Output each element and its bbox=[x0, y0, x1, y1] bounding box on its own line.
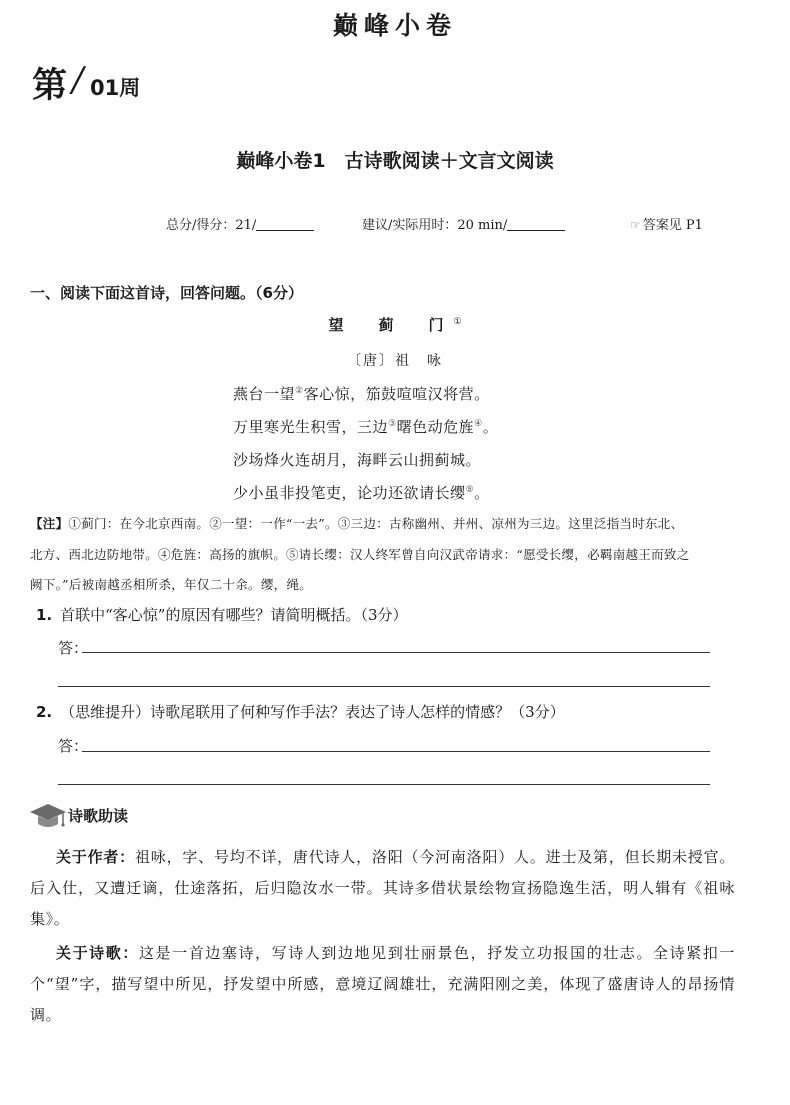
poem-line-text: 沙场烽火连胡月，海畔云山拥蓟城。 bbox=[233, 451, 482, 469]
poem-author: 〔唐〕祖 咏 bbox=[347, 353, 443, 369]
answer-label: 答： bbox=[58, 737, 89, 755]
poem-line bbox=[233, 383, 490, 404]
poem-line bbox=[233, 416, 498, 437]
score-label: 总分/得分：21/ bbox=[166, 218, 257, 233]
week-number: 01周 bbox=[90, 76, 141, 100]
answer-line[interactable] bbox=[58, 784, 710, 785]
week-prefix: 第 bbox=[32, 66, 68, 106]
about-author-text: 祖咏，字、号均不详，唐代诗人，洛阳（今河南洛阳）人。进士及第，但长期未授官。后入仕，又遭迁谪，仕途落拓，后归隐汝水一带。其诗多借状景绘物宣扬隐逸生活，明人辑有《祖咏集》。 bbox=[30, 848, 735, 928]
note-text: ①蓟门：在今北京西南。②一望：一作“一去”。③三边：古称幽州、并州、凉州为三边。这里泛指当时东北、 bbox=[68, 516, 684, 531]
answer-line[interactable] bbox=[82, 652, 710, 653]
about-poem-paragraph bbox=[30, 938, 735, 1031]
question-2 bbox=[36, 701, 565, 722]
hand-pointer-icon: ☞ bbox=[630, 218, 641, 232]
time-field bbox=[362, 214, 565, 233]
note-label: 【注】 bbox=[30, 516, 69, 531]
poem-line bbox=[233, 482, 490, 503]
note-mark: ② bbox=[295, 386, 304, 396]
about-poem-text: 这是一首边塞诗，写诗人到边地见到壮丽景色，抒发立功报国的壮志。全诗紧扣一个“望”字，描写望中所见，抒发望中所感，意境辽阔雄壮，充满阳刚之美，体现了盛唐诗人的昂扬情调。 bbox=[30, 944, 735, 1024]
score-field bbox=[166, 214, 314, 233]
note-line: 阙下。”后被南越丞相所杀，年仅二十余。缨，绳。 bbox=[30, 577, 313, 592]
poem-title-note-mark: ① bbox=[453, 317, 462, 327]
note-mark: ⑤ bbox=[465, 485, 475, 495]
about-author-paragraph bbox=[30, 842, 735, 935]
page-title: 巅峰小卷 bbox=[332, 11, 457, 40]
score-blank[interactable] bbox=[256, 217, 314, 231]
poem-line-text: 客心惊，笳鼓喧喧汉将营。 bbox=[303, 385, 490, 403]
poem-line-text: 万里寒光生积雪，三边 bbox=[233, 418, 389, 436]
question-text: 首联中“客心惊”的原因有哪些？请简明概括。（3分） bbox=[60, 606, 408, 624]
answer-label: 答： bbox=[58, 639, 89, 657]
answer-line[interactable] bbox=[58, 686, 710, 687]
note-mark: ④ bbox=[474, 419, 483, 429]
note-line: 北方、西北边防地带。④危旌：高扬的旗帜。⑤请长缨：汉人终军曾自向汉武帝请求：“愿受长缨，必羁南越王而致之 bbox=[30, 547, 690, 562]
poem-line-text: 曙色动危旌 bbox=[396, 418, 475, 436]
poem-line-text: 少小虽非投笔吏，论功还欲请长缨 bbox=[233, 484, 466, 502]
poem-line bbox=[233, 449, 481, 470]
reading-helper-title: 诗歌助读 bbox=[68, 807, 129, 825]
question-number: 2. bbox=[36, 703, 53, 721]
section-title: 一、阅读下面这首诗，回答问题。（6分） bbox=[30, 284, 303, 302]
test-title: 巅峰小卷1 古诗歌阅读＋文言文阅读 bbox=[236, 150, 554, 172]
poem-line-text: 燕台一望 bbox=[233, 385, 296, 403]
about-author-label: 关于作者： bbox=[56, 848, 135, 866]
week-slash: / bbox=[72, 60, 84, 100]
question-1 bbox=[36, 604, 408, 625]
answer-reference-text: 答案见 P1 bbox=[642, 218, 703, 233]
time-label: 建议/实际用时：20 min/ bbox=[362, 218, 508, 233]
poem-line-text: 。 bbox=[474, 484, 490, 502]
answer-reference bbox=[630, 214, 703, 233]
answer-line[interactable] bbox=[82, 751, 710, 752]
graduation-cap-icon bbox=[28, 800, 68, 830]
question-number: 1. bbox=[36, 606, 53, 624]
note-mark: ③ bbox=[388, 419, 397, 429]
poem-line-text: 。 bbox=[482, 418, 499, 436]
poem-title bbox=[0, 314, 790, 335]
about-poem-label: 关于诗歌： bbox=[56, 944, 139, 962]
note-line bbox=[30, 514, 765, 532]
question-text: （思维提升）诗歌尾联用了何种写作手法？表达了诗人怎样的情感？（3分） bbox=[60, 703, 565, 721]
poem-title-text: 望 蓟 门 bbox=[328, 316, 454, 334]
time-blank[interactable] bbox=[507, 217, 565, 231]
